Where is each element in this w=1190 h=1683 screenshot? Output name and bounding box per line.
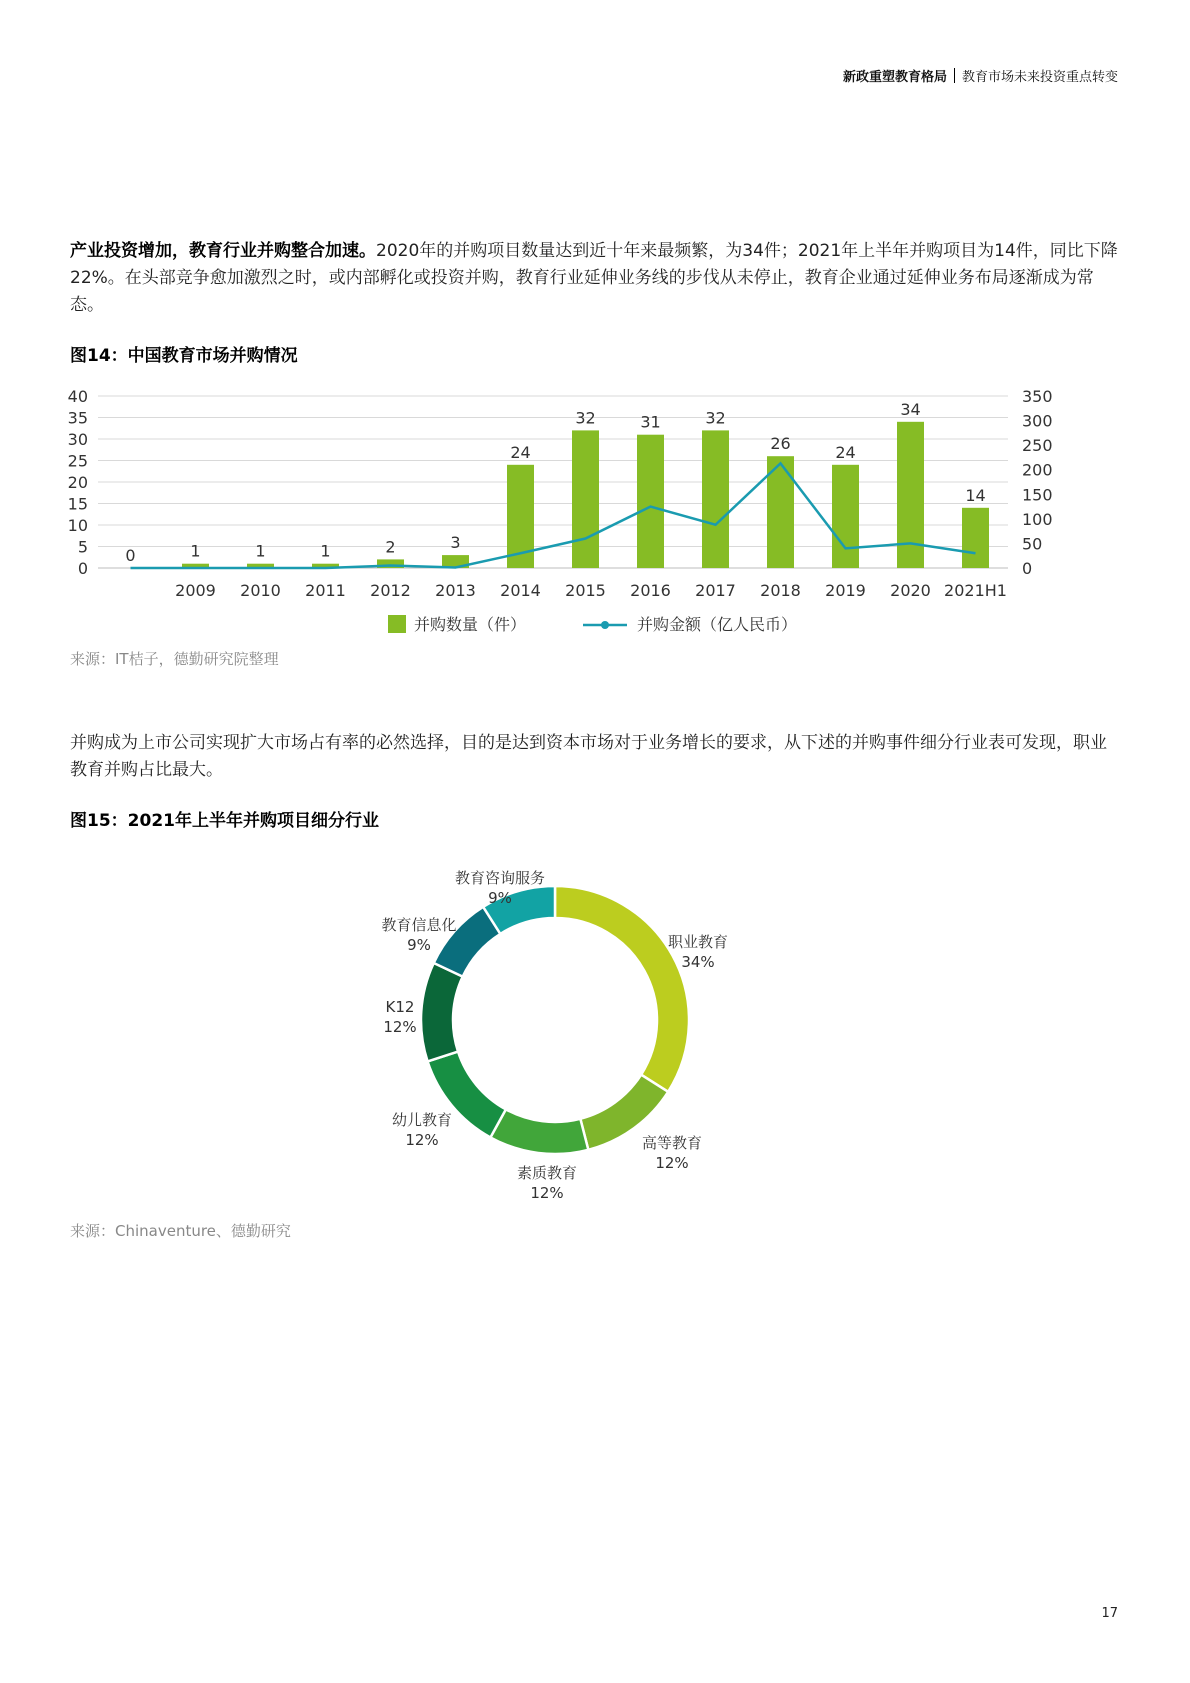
- y-right-tick-label: 300: [1022, 411, 1053, 431]
- figure-15-source: 来源：Chinaventure、德勤研究: [70, 1222, 291, 1240]
- x-tick-label: 2014: [500, 581, 541, 600]
- header-divider: [954, 68, 955, 83]
- y-left-tick-label: 15: [67, 494, 88, 514]
- header-subtitle: 教育市场未来投资重点转变: [961, 70, 1118, 85]
- bar: [832, 465, 859, 568]
- intro-body: 2020年的并购项目数量达到近十年来最频繁，为34件；2021年上半年并购项目为14件，同比下降22%。在头部竞争愈加激烈之时，或内部孵化或投资并购，教育行业延伸业务线的步伐从未停止，教育企业通过延伸业务布局逐渐成为常态。: [70, 241, 1118, 315]
- x-tick-label: 2012: [370, 581, 411, 600]
- y-left-tick-label: 10: [67, 516, 88, 535]
- bar: [572, 430, 599, 568]
- slice-label: 职业教育: [667, 933, 729, 951]
- bar: [637, 435, 664, 568]
- x-tick-label: 2013: [435, 581, 476, 600]
- intro-paragraph: [70, 238, 1120, 319]
- figure-14-source: 来源：IT桔子，德勤研究院整理: [70, 650, 279, 668]
- y-right-tick-label: 50: [1022, 534, 1043, 554]
- slice-percent: 9%: [488, 889, 512, 907]
- slice-label: 教育信息化: [381, 916, 457, 934]
- header-title: 新政重塑教育格局: [842, 70, 947, 85]
- x-tick-label: 2019: [825, 581, 866, 600]
- x-tick-label: 2016: [630, 581, 671, 600]
- y-right-tick-label: 200: [1022, 460, 1053, 480]
- slice-percent: 12%: [655, 1154, 689, 1172]
- figure-14-title: 图14：中国教育市场并购情况: [70, 346, 298, 366]
- intro-lead: 产业投资增加，教育行业并购整合加速。: [70, 241, 376, 261]
- figure-15-title: 图15：2021年上半年并购项目细分行业: [70, 811, 379, 831]
- bar: [962, 508, 989, 568]
- legend-line-marker: [601, 621, 609, 629]
- slice-label: 高等教育: [641, 1134, 703, 1152]
- legend-bar-label: 并购数量（件）: [414, 615, 527, 634]
- y-right-tick-label: 100: [1022, 509, 1053, 529]
- x-tick-label: 2018: [760, 581, 801, 600]
- bar-value-label: 14: [965, 485, 986, 505]
- x-tick-label: 2009: [175, 581, 216, 600]
- x-tick-label: 2021H1: [944, 581, 1007, 600]
- y-left-tick-label: 0: [77, 559, 88, 578]
- bar-value-label: 24: [510, 442, 531, 462]
- y-left-tick-label: 40: [67, 387, 88, 406]
- slice-label: 幼儿教育: [391, 1111, 453, 1129]
- y-right-tick-label: 150: [1022, 485, 1053, 505]
- ma-bar-line-chart: [0, 380, 1190, 660]
- bar-value-label: 32: [705, 408, 726, 428]
- bar-value-label: 31: [640, 412, 661, 432]
- bar-value-label: 1: [190, 541, 201, 561]
- y-left-tick-label: 35: [67, 408, 88, 428]
- second-paragraph: 并购成为上市公司实现扩大市场占有率的必然选择，目的是达到资本市场对于业务增长的要求，从下述的并购事件细分行业表可发现，职业教育并购占比最大。: [70, 733, 1107, 780]
- slice-percent: 12%: [383, 1018, 417, 1036]
- bar-value-label: 1: [255, 541, 266, 561]
- bar-value-label: 1: [320, 541, 331, 561]
- y-right-tick-label: 0: [1022, 559, 1033, 578]
- slice-label: 素质教育: [516, 1164, 578, 1182]
- x-tick-label: 2017: [695, 581, 736, 600]
- y-left-tick-label: 30: [67, 430, 88, 449]
- y-left-tick-label: 5: [77, 537, 88, 557]
- bar-value-label: 2: [385, 537, 396, 557]
- donut-slice: [555, 886, 689, 1092]
- slice-label: 教育咨询服务: [454, 869, 546, 887]
- slice-percent: 12%: [405, 1131, 439, 1149]
- running-header: [843, 66, 1118, 85]
- donut-slice: [490, 1109, 588, 1154]
- x-tick-label: 2020: [890, 581, 931, 600]
- page-number: 17: [1101, 1606, 1118, 1621]
- bar-value-label: 32: [575, 408, 596, 428]
- y-left-tick-label: 25: [67, 451, 88, 471]
- bar: [702, 430, 729, 568]
- legend-bar-swatch: [388, 615, 406, 633]
- segment-donut-chart: [0, 840, 1190, 1210]
- bar-value-label: 26: [770, 434, 791, 454]
- y-right-tick-label: 250: [1022, 436, 1053, 456]
- legend-line-label: 并购金额（亿人民币）: [637, 615, 798, 634]
- x-tick-label: 2011: [305, 581, 346, 600]
- x-tick-label: 2015: [565, 581, 606, 600]
- slice-percent: 9%: [407, 936, 431, 954]
- bar-value-label: 24: [835, 442, 856, 462]
- slice-label: K12: [385, 998, 415, 1016]
- x-tick-label: 2010: [240, 581, 281, 600]
- bar-value-label: 3: [450, 533, 461, 553]
- y-right-tick-label: 350: [1022, 387, 1053, 406]
- y-left-tick-label: 20: [67, 473, 88, 492]
- slice-percent: 34%: [681, 953, 715, 971]
- slice-percent: 12%: [530, 1184, 564, 1202]
- bar-value-label: 34: [900, 399, 921, 419]
- bar-value-label: 0: [125, 546, 136, 565]
- donut-slice: [421, 963, 463, 1061]
